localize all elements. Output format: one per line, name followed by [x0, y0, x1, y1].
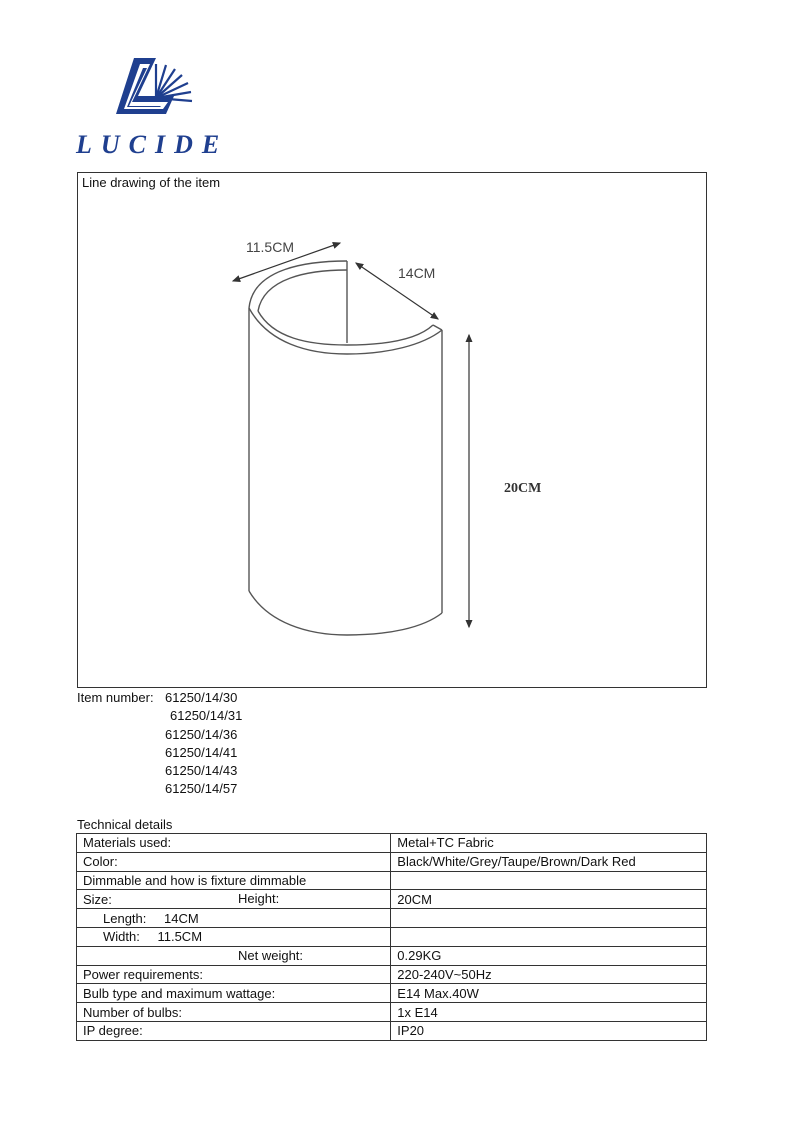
table-row — [77, 834, 707, 853]
net-weight-label: Net weight: — [238, 947, 304, 963]
dimmable-value — [391, 871, 707, 890]
length-empty — [391, 909, 707, 928]
bulb-label: Bulb type and maximum wattage: — [77, 984, 391, 1003]
length-value: 14CM — [164, 910, 199, 926]
table-row — [77, 1003, 707, 1022]
width-cell — [77, 927, 391, 946]
height-label: Height: — [238, 891, 280, 907]
net-weight-cell — [77, 946, 391, 965]
ip-label: IP degree: — [77, 1021, 391, 1040]
table-row — [77, 909, 707, 928]
item-number: 61250/14/57 — [165, 781, 238, 797]
table-row — [77, 852, 707, 871]
color-value: Black/White/Grey/Taupe/Brown/Dark Red — [391, 852, 707, 871]
item-number: 61250/14/36 — [165, 726, 238, 742]
dimension-depth: 14CM — [398, 265, 436, 281]
length-cell — [77, 909, 391, 928]
item-number: 61250/14/31 — [170, 708, 243, 724]
ip-value: IP20 — [391, 1021, 707, 1040]
lucide-logo-mark — [72, 50, 222, 160]
technical-details-title: Technical details — [77, 817, 173, 832]
width-value: 11.5CM — [157, 929, 203, 945]
materials-value: Metal+TC Fabric — [391, 834, 707, 853]
length-label: Length: — [103, 910, 147, 926]
power-value: 220-240V~50Hz — [391, 965, 707, 984]
num-bulbs-label: Number of bulbs: — [77, 1003, 391, 1022]
line-drawing-panel — [77, 172, 707, 688]
item-number: 61250/14/43 — [165, 763, 238, 779]
item-number: 61250/14/41 — [165, 744, 238, 760]
materials-label: Materials used: — [77, 834, 391, 853]
table-row — [77, 927, 707, 946]
size-label: Size: — [83, 891, 112, 907]
item-number: 61250/14/30 — [165, 690, 238, 705]
net-weight-value: 0.29KG — [391, 946, 707, 965]
width-label: Width: — [103, 929, 140, 945]
table-row — [77, 965, 707, 984]
color-label: Color: — [77, 852, 391, 871]
table-row — [77, 984, 707, 1003]
bulb-value: E14 Max.40W — [391, 984, 707, 1003]
table-row — [77, 871, 707, 890]
dimmable-label: Dimmable and how is fixture dimmable — [77, 871, 391, 890]
power-label: Power requirements: — [77, 965, 391, 984]
lamp-line-drawing — [78, 173, 708, 689]
table-row — [77, 890, 707, 909]
size-cell — [77, 890, 391, 909]
table-row — [77, 1021, 707, 1040]
height-value: 20CM — [391, 890, 707, 909]
num-bulbs-value: 1x E14 — [391, 1003, 707, 1022]
dimension-width: 11.5CM — [246, 239, 294, 255]
width-empty — [391, 927, 707, 946]
item-number-label: Item number: — [77, 690, 154, 705]
lucide-logo — [72, 50, 222, 160]
drawing-caption: Line drawing of the item — [82, 175, 221, 190]
brand-wordmark: LUCIDE — [76, 130, 222, 159]
item-number-list — [165, 689, 242, 799]
table-row — [77, 946, 707, 965]
technical-details-table — [76, 833, 707, 1041]
lamp-outline — [249, 261, 442, 635]
dimension-height: 20CM — [504, 481, 542, 496]
